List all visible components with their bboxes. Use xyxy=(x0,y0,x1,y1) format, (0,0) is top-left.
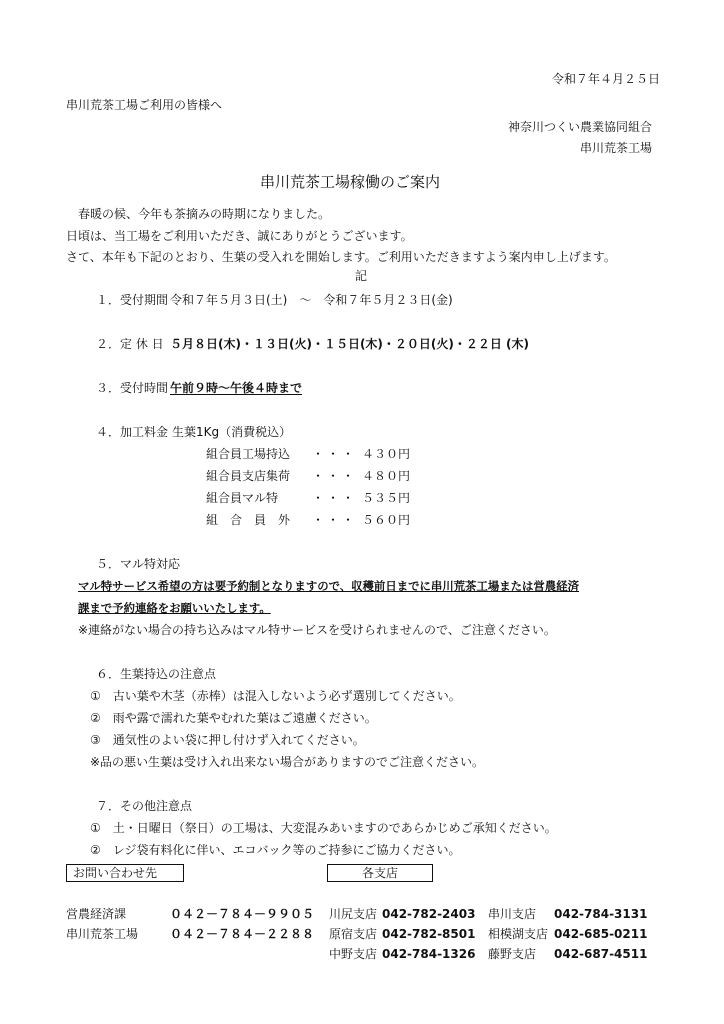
marutoku-notice-line-1: マル特サービス希望の方は要予約制となりますので、収穫前日までに串川荒茶工場または営農経済 xyxy=(78,579,579,593)
branch-phone: 042-784-3131 xyxy=(554,907,648,921)
contact-name: 営農経済課 xyxy=(66,907,127,921)
fee-row-name: 組 合 員 外 xyxy=(206,513,291,527)
section-5-label: ５．マル特対応 xyxy=(96,557,181,571)
marutoku-notice-line-2: 課まで予約連絡をお願いいたします。 xyxy=(78,601,271,615)
contact-phone: ０４２－７８４－２２８８ xyxy=(170,927,315,941)
fee-row-dots: ・・・ xyxy=(312,513,358,527)
marutoku-caution: ※連絡がない場合の持ち込みはマル特サービスを受けられませんので、ご注意ください。 xyxy=(78,623,556,637)
branch-phone: 042-687-4511 xyxy=(554,947,648,961)
branches-label-box xyxy=(327,864,433,882)
fee-row-dots: ・・・ xyxy=(312,447,358,461)
branch-name: 原宿支店 xyxy=(329,927,378,941)
fee-row-price: ４８０円 xyxy=(362,469,411,483)
sender-org: 神奈川つくい農業協同組合 xyxy=(508,120,653,134)
leaf-caution-item: ② 雨や露で濡れた葉やむれた葉はご遠慮ください。 xyxy=(90,711,377,725)
leaf-caution-item: ① 古い葉や木茎（赤棒）は混入しないよう必ず選別してください。 xyxy=(90,689,461,703)
branch-name: 川尻支店 xyxy=(329,907,378,921)
section-2-label: ２．定 休 日 xyxy=(96,337,164,351)
other-caution-item: ② レジ袋有料化に伴い、エコバック等のご持参にご協力ください。 xyxy=(90,843,461,857)
sender-dept: 串川荒茶工場 xyxy=(580,141,653,155)
branch-name: 串川支店 xyxy=(488,907,537,921)
fee-row-dots: ・・・ xyxy=(312,491,358,505)
other-caution-item: ① 土・日曜日（祭日）の工場は、大変混みあいますのであらかじめご承知ください。 xyxy=(90,821,557,835)
holidays-value: ５月８日(木)・１３日(火)・１５日(木)・２０日(火)・２２日 (木) xyxy=(170,337,530,351)
fee-row-name: 組合員支店集荷 xyxy=(206,469,291,483)
reception-period-value: 令和７年５月３日(土) ～ 令和７年５月２３日(金) xyxy=(170,293,453,307)
reception-hours-value: 午前９時～午後４時まで xyxy=(170,381,303,395)
section-3-label: ３．受付時間 xyxy=(96,381,169,395)
branch-name: 中野支店 xyxy=(329,947,378,961)
fee-row-price: ５６０円 xyxy=(362,513,411,527)
leaf-caution-note: ※品の悪い生葉は受け入れ出来ない場合がありますのでご注意ください。 xyxy=(90,755,485,769)
fee-row-price: ５３５円 xyxy=(362,491,411,505)
section-4-label: ４．加工料金 xyxy=(96,425,169,439)
contact-phone: ０４２－７８４－９９０５ xyxy=(170,907,315,921)
branch-phone: 042-784-1326 xyxy=(382,947,476,961)
fee-row-name: 組合員マル特 xyxy=(206,491,279,505)
section-1-label: １．受付期間 xyxy=(96,293,169,307)
intro-line-1: 春暖の候、今年も茶摘みの時期になりました。 xyxy=(78,207,331,221)
intro-line-2: 日頃は、当工場をご利用いただき、誠にありがとうございます。 xyxy=(66,229,413,243)
branch-name: 藤野支店 xyxy=(488,947,537,961)
contact-label-box xyxy=(66,864,184,882)
section-7-label: ７．その他注意点 xyxy=(96,799,193,813)
addressee: 串川荒茶工場ご利用の皆様へ xyxy=(66,98,223,112)
page-title: 串川荒茶工場稼働のご案内 xyxy=(260,173,441,191)
branch-phone: 042-685-0211 xyxy=(554,927,648,941)
fee-row-price: ４３０円 xyxy=(362,447,411,461)
contact-name: 串川荒茶工場 xyxy=(66,927,139,941)
section-6-label: ６．生葉持込の注意点 xyxy=(96,667,217,681)
branches-label: 各支店 xyxy=(361,866,398,880)
ki-mark: 記 xyxy=(355,269,368,283)
issue-date: 令和７年４月２５日 xyxy=(552,72,661,86)
fee-row-name: 組合員工場持込 xyxy=(206,447,291,461)
branch-phone: 042-782-8501 xyxy=(382,927,476,941)
branch-phone: 042-782-2403 xyxy=(382,907,476,921)
branch-name: 相模湖支店 xyxy=(488,927,549,941)
contact-label: お問い合わせ先 xyxy=(73,866,158,880)
fee-row-dots: ・・・ xyxy=(312,469,358,483)
processing-fee-note: 生葉1Kg（消費税込） xyxy=(172,425,292,439)
leaf-caution-item: ③ 通気性のよい袋に押し付けず入れてください。 xyxy=(90,733,365,747)
intro-line-3: さて、本年も下記のとおり、生葉の受入れを開始します。ご利用いただきますよう案内申し上げます。 xyxy=(66,250,616,264)
